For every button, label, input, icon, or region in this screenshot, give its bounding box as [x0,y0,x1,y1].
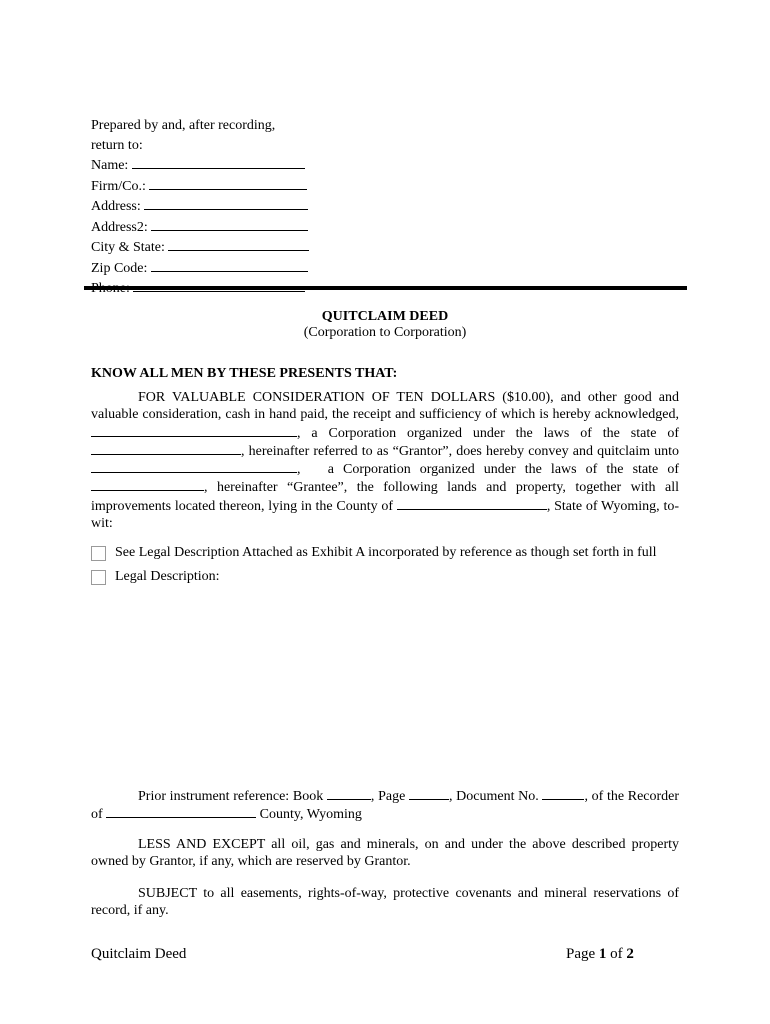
less-and-except-paragraph: LESS AND EXCEPT all oil, gas and minerals, on and under the above described property owned by Grantor, if any, which are reserved by Grantor. [91,837,679,870]
name-field[interactable]: Name: [91,155,311,176]
legal-description-label: Legal Description: [115,569,220,584]
name-blank[interactable] [132,155,305,169]
footer-title: Quitclaim Deed [91,946,187,962]
city-state-blank[interactable] [168,237,309,251]
grantee-state-blank[interactable] [91,478,204,491]
firm-blank[interactable] [149,176,307,190]
prior-instrument-paragraph: Prior instrument reference: Book , Page , Document No. , of the Recorder of County, Wyoming [91,789,680,823]
legal-description-checkbox[interactable] [91,570,106,585]
document-title: QUITCLAIM DEED [321,309,449,324]
address-field[interactable]: Address: [91,196,311,217]
county-blank[interactable] [397,497,547,510]
recorder-county-blank[interactable] [106,805,256,818]
subject-to-paragraph: SUBJECT to all easements, rights-of-way, protective covenants and mineral reservations of record, if any. [91,886,679,919]
address2-blank[interactable] [151,217,308,231]
consideration-paragraph: FOR VALUABLE CONSIDERATION OF TEN DOLLARS ($10.00), and other good and valuable consideration, cash in hand paid, the receipt and sufficiency of which is hereby acknowledged, , a Corporation organized under the laws of the state of , hereinafter referred to as “Grantor”, does hereby convey and quitclaim unto , a Corporation organized under the laws of the state of , hereinafter “Grantee”, the following lands and property, together with all improvements located thereon, lying in the County of , State of Wyoming, to-wit: [91,390,680,532]
address-blank[interactable] [144,196,308,210]
document-subtitle: (Corporation to Corporation) [303,325,467,340]
exhibit-a-option[interactable] [91,545,657,561]
legal-description-option[interactable] [91,569,220,585]
current-page: 1 [598,946,607,962]
total-pages: 2 [626,946,634,962]
header-divider [84,286,687,290]
prepared-by-block [91,116,311,299]
document-no-blank[interactable] [542,787,584,800]
book-blank[interactable] [327,787,371,800]
know-all-heading: KNOW ALL MEN BY THESE PRESENTS THAT: [91,366,398,381]
grantor-name-blank[interactable] [91,424,297,437]
grantee-name-blank[interactable] [91,460,297,473]
exhibit-a-checkbox[interactable] [91,546,106,561]
page-indicator: Page 1 of 2 [566,946,634,962]
city-state-field[interactable]: City & State: [91,237,311,258]
grantor-state-blank[interactable] [91,442,241,455]
prepared-by-heading: Prepared by and, after recording, return to: [91,118,276,153]
zip-code-blank[interactable] [151,258,308,272]
exhibit-a-label: See Legal Description Attached as Exhibit A incorporated by reference as though set forth in full [115,545,657,560]
firm-field[interactable]: Firm/Co.: [91,176,311,197]
page-blank[interactable] [409,787,449,800]
address2-field[interactable]: Address2: [91,217,311,238]
zip-code-field[interactable]: Zip Code: [91,258,311,279]
